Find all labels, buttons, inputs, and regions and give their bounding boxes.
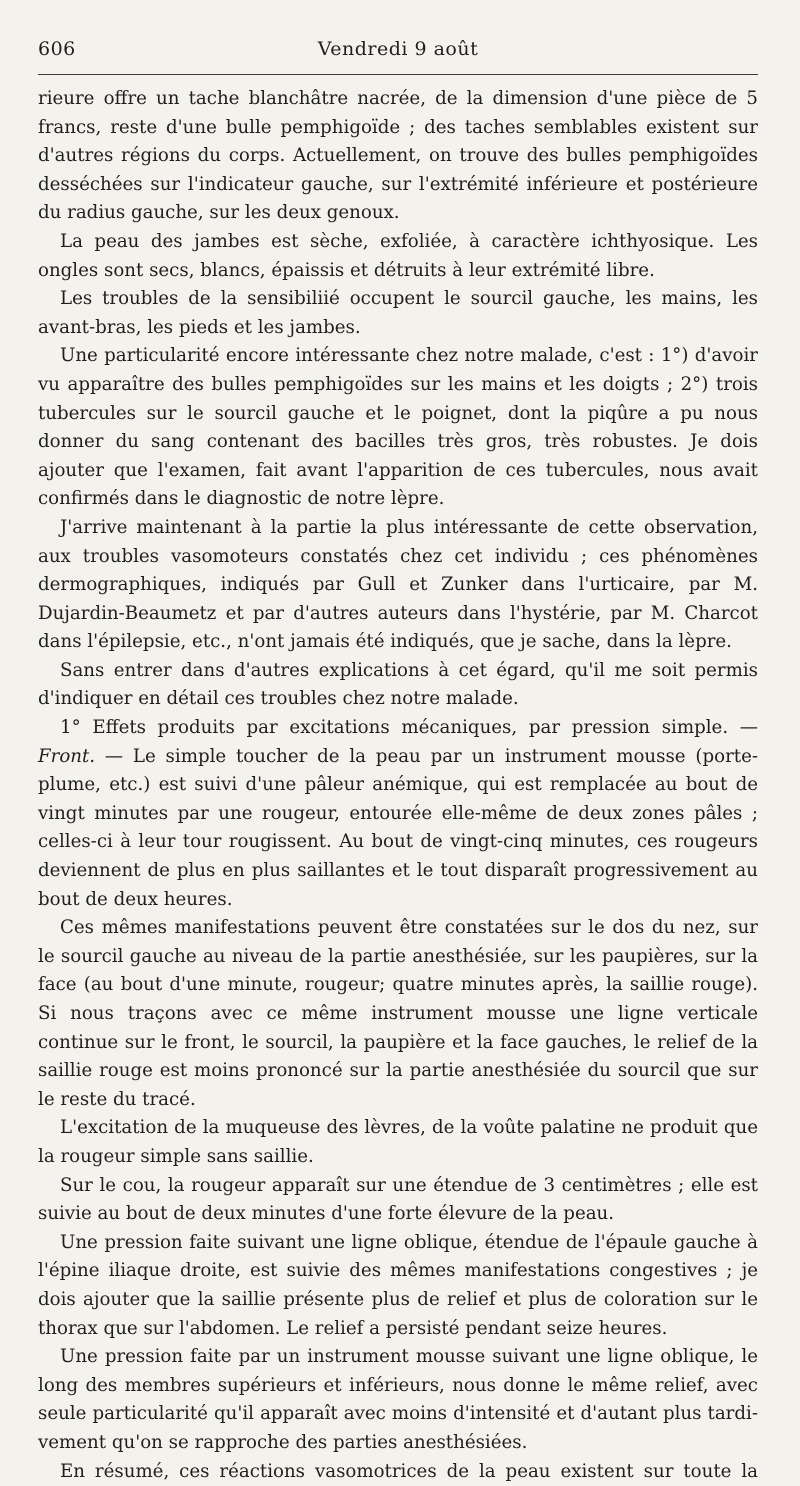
paragraph: Sans entrer dans d'autres explications à cet égard, qu'il me soit permis d'indiquer en détail ces troubles chez notre malade. bbox=[38, 657, 758, 714]
front-label: Front. bbox=[38, 746, 95, 767]
paragraph: Une pression faite par un instrument mousse suivant une ligne oblique, le long des membres supérieurs et inférieurs, nous donne le même relief, avec seule particularité qu'il apparaît avec moins d'intensité et d'autant plus tardivement qu'on se rapproche des parties anesthésiées. bbox=[38, 1343, 758, 1457]
paragraph: Une pression faite suivant une ligne oblique, étendue de l'épaule gauche à l'épine iliaque droite, est suivie des mêmes manifestations congestives ; je dois ajouter que la saillie présente plus de relief et plus de coloration sur le thorax que sur l'abdomen. Le relief a persisté pendant seize heures. bbox=[38, 1229, 758, 1343]
running-head bbox=[38, 34, 758, 68]
header-rule bbox=[38, 74, 758, 75]
paragraph: La peau des jambes est sèche, exfoliée, à caractère ichthyosique. Les ongles sont secs, blancs, épaissis et détruits à leur extrémité libre. bbox=[38, 228, 758, 285]
paragraph: Une particularité encore intéressante chez notre malade, c'est : 1°) d'avoir vu apparaître des bulles pemphigoïdes sur les mains et les doigts ; 2°) trois tubercules sur le sourcil gauche et le poignet, dont la piqûre a pu nous donner du sang contenant des bacilles très gros, très robustes. Je dois ajouter que l'examen, fait avant l'apparition de ces tubercules, nous avait confirmés dans le diagnostic de notre lèpre. bbox=[38, 342, 758, 514]
paragraph: Les troubles de la sensibiliié occupent le sourcil gauche, les mains, les avant-bras, les pieds et les jambes. bbox=[38, 285, 758, 342]
section-heading: 1° Effets produits par excitations mécaniques, par pression simple. — bbox=[38, 714, 758, 743]
paragraph: J'arrive maintenant à la partie la plus intéressante de cette observation, aux troubles vasomoteurs constatés chez cet individu ; ces phénomènes dermographiques, indiqués par Gull et Zunker dans l'urticaire, par M. Dujardin-Beaumetz et par d'autres auteurs dans l'hystérie, par M. Charcot dans l'épilepsie, etc., n'ont jamais été indiqués, que je sache, dans la lèpre. bbox=[38, 514, 758, 657]
body-text bbox=[38, 85, 758, 1486]
page-number: 606 bbox=[38, 38, 76, 60]
running-title: Vendredi 9 août bbox=[38, 38, 758, 60]
paragraph: En résumé, ces réactions vasomotrices de la peau existent sur toute la bbox=[38, 1458, 758, 1486]
paragraph: Ces mêmes manifestations peuvent être constatées sur le dos du nez, sur le sourcil gauche au niveau de la partie anesthésiée, sur les paupières, sur la face (au bout d'une minute, rougeur; quatre minutes après, la saillie rouge). Si nous traçons avec ce même instrument mousse une ligne verticale continue sur le front, le sourcil, la paupière et la face gauches, le relief de la saillie rouge est moins prononcé sur la partie anesthésiée du sourcil que sur le reste du tracé. bbox=[38, 914, 758, 1114]
paragraph: L'excitation de la muqueuse des lèvres, de la voûte palatine ne produit que la rougeur simple sans saillie. bbox=[38, 1114, 758, 1171]
paragraph: Sur le cou, la rougeur apparaît sur une étendue de 3 centimètres ; elle est suivie au bout de deux minutes d'une forte élevure de la peau. bbox=[38, 1172, 758, 1229]
front-text: — Le simple toucher de la peau par un instrument mousse (porte-plume, etc.) est suivi d'une pâleur anémique, qui est remplacée au bout de vingt minutes par une rougeur, entourée elle-même de deux zones pâles ; celles-ci à leur tour rougissent. Au bout de vingt-cinq minutes, ces rougeurs deviennent de plus en plus saillantes et le tout disparaît progressivement au bout de deux heures. bbox=[38, 746, 758, 910]
paragraph-front bbox=[38, 743, 758, 915]
paragraph-continuation: rieure offre un tache blanchâtre nacrée, de la dimension d'une pièce de 5 francs, reste d'une bulle pemphigoïde ; des taches semblables existent sur d'autres régions du corps. Actuellement, on trouve des bulles pemphigoïdes desséchées sur l'indicateur gauche, sur l'extrémité inférieure et postérieure du radius gauche, sur les deux genoux. bbox=[38, 85, 758, 228]
